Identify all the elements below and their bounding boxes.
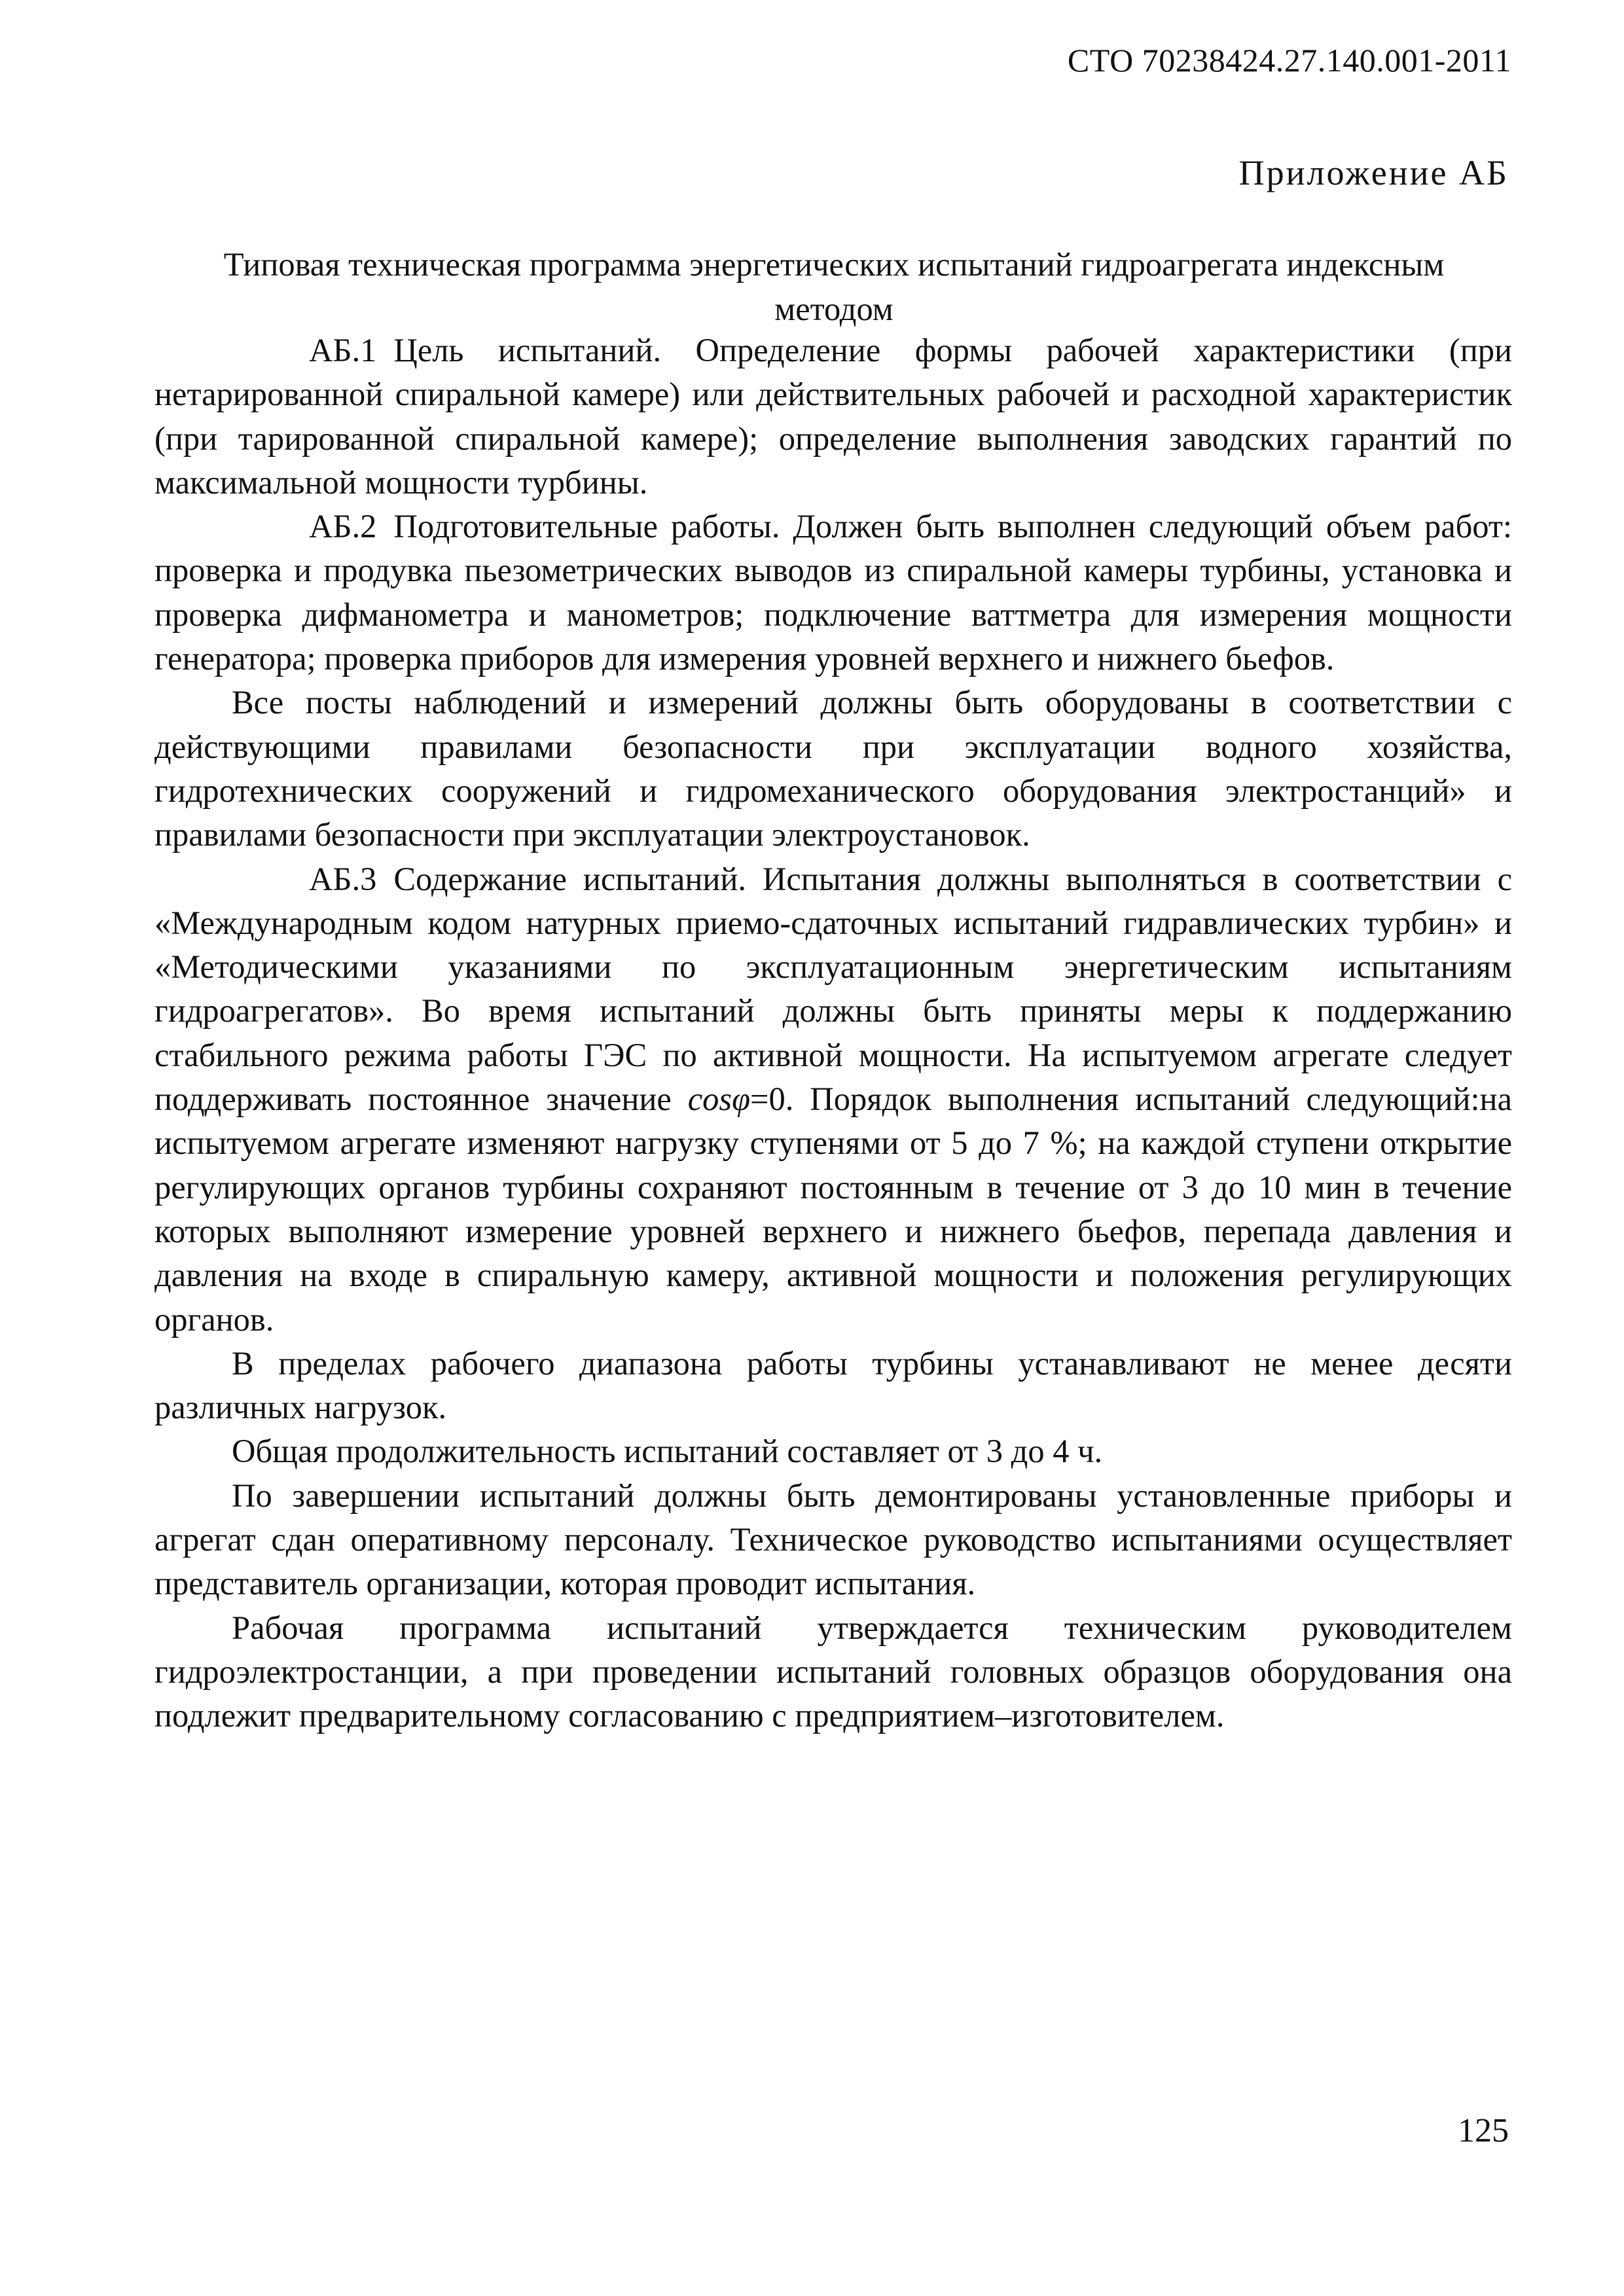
paragraph-ab2 — [154, 505, 1512, 681]
clause-text-ab2: Подготовительные работы. Должен быть выполнен следующий объем работ: проверка и продувка пьезометрических выводов из спиральной камеры турбины, установка и проверка дифманометра и манометров; подключение ваттметра для измерения мощности генератора; проверка приборов для измерения уровней верхнего и нижнего бьефов. — [154, 508, 1512, 677]
paragraph-load-steps: В пределах рабочего диапазона работы турбины устанавливают не менее десяти различных нагрузок. — [154, 1344, 1512, 1426]
paragraph-duration: Общая продолжительность испытаний составляет от 3 до 4 ч. — [232, 1433, 1103, 1470]
document-body — [154, 329, 1512, 1738]
formula-cos-phi: cosφ — [687, 1081, 751, 1118]
paragraph-ab3 — [154, 857, 1512, 1342]
document-code: СТО 70238424.27.140.001-2011 — [1067, 42, 1511, 79]
paragraph-ab2-safety: Все посты наблюдений и измерений должны быть оборудованы в соответствии с действующими правилами безопасности при эксплуатации водного хозяйства, гидротехнических сооружений и гидромеханического оборудования электростанций» и правилами безопасности при эксплуатации электроустановок. — [154, 684, 1512, 853]
page-number: 125 — [1458, 2112, 1509, 2149]
clause-text-ab3-before: Содержание испытаний. Испытания должны выполняться в соответствии с «Международным кодом натурных приемо-сдаточных испытаний гидравлических турбин» и «Методическими указаниями по эксплуатационным энергетическим испытаниям гидроагрегатов». Во время испытаний должны быть приняты меры к поддержанию стабильного режима работы ГЭС по активной мощности. На испытуемом агрегате следует поддерживать постоянное значение — [154, 860, 1512, 1118]
paragraph-ab1 — [154, 329, 1512, 505]
paragraph-completion: По завершении испытаний должны быть демонтированы установленные приборы и агрегат сдан оперативному персоналу. Техническое руководство испытаниями осуществляет представитель организации, которая проводит испытания. — [154, 1477, 1512, 1602]
clause-number-ab2: АБ.2 — [309, 508, 377, 545]
appendix-label: Приложение АБ — [1238, 153, 1509, 192]
clause-number-ab3: АБ.3 — [309, 860, 377, 897]
clause-text-ab3-after: =0. Порядок выполнения испытаний следующий:на испытуемом агрегате изменяют нагрузку ступенями от 5 до 7 %; на каждой ступени открытие регулирующих органов турбины сохраняют постоянным в течение от 3 до 10 мин в течение которых выполняют измерение уровней верхнего и нижнего бьефов, перепада давления и давления на входе в спиральную камеру, активной мощности и положения регулирующих органов. — [154, 1081, 1512, 1338]
clause-number-ab1: АБ.1 — [309, 332, 377, 368]
paragraph-approval: Рабочая программа испытаний утверждается техническим руководителем гидроэлектростанции, а при проведении испытаний головных образцов оборудования она подлежит предварительному согласованию с предприятием–изготовителем. — [154, 1609, 1512, 1734]
clause-text-ab1: Цель испытаний. Определение формы рабочей характеристики (при нетарированной спиральной камере) или действительных рабочей и расходной характеристик (при тарированной спиральной камере); определение выполнения заводских гарантий по максимальной мощности турбины. — [154, 332, 1512, 501]
document-title: Типовая техническая программа энергетических испытаний гидроагрегата индексным методом — [223, 246, 1445, 327]
